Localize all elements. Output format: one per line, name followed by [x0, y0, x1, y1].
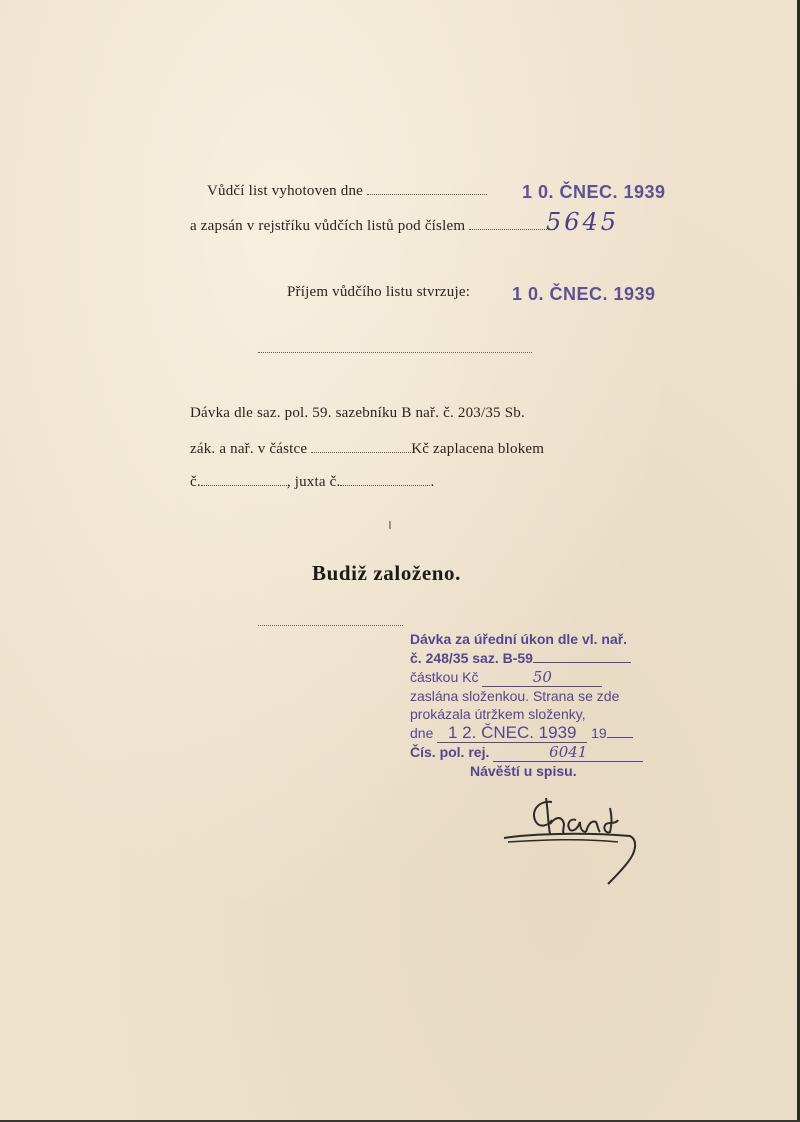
receipt-line — [287, 284, 470, 301]
fee-paid-label: Kč zaplacena blokem — [411, 441, 545, 457]
stamp-box-line-2 — [410, 649, 631, 667]
stamp-box-line-3 — [410, 668, 602, 687]
fee-juxta-dotted-field — [340, 473, 430, 486]
heading-signature-rule — [258, 625, 403, 626]
issued-date-stamp-text: 1 0. ČNEC. 1939 — [522, 182, 666, 202]
receipt-signature-rule — [258, 352, 532, 353]
fee-amount-label: zák. a nař. v částce — [190, 441, 308, 457]
stamp-box-date-label: dne — [410, 725, 434, 741]
stamp-box-line-7 — [410, 743, 643, 762]
receipt-date-stamp — [512, 284, 656, 305]
fee-amount-dotted-field — [311, 440, 411, 453]
fee-line-1: Dávka dle saz. pol. 59. sazebníku B nař. č. 203/35 Sb. — [190, 405, 525, 421]
stamp-box-register-label: Čís. pol. rej. — [410, 744, 490, 760]
paper-speck: ı — [388, 517, 392, 533]
fee-line-3 — [190, 473, 434, 491]
document-heading: Budiž založeno. — [312, 561, 461, 585]
stamp-box-date-suffix-underline — [607, 737, 633, 738]
issued-date-stamp — [522, 182, 666, 203]
stamp-box-line-5: prokázala útržkem složenky, — [410, 706, 586, 722]
fee-block-number-label: č. — [190, 474, 201, 490]
register-number-handwritten: 5645 — [546, 208, 620, 236]
stamp-box-line-2-underline — [533, 662, 631, 663]
issued-date-dotted-field — [367, 182, 487, 195]
issued-date-label: Vůdčí list vyhotoven dne — [207, 183, 364, 199]
fee-line-3-end: . — [430, 474, 435, 490]
fee-block-number-dotted-field — [201, 473, 287, 486]
receipt-label: Příjem vůdčího listu stvrzuje: — [287, 284, 471, 300]
fee-juxta-label: , juxta č. — [286, 474, 341, 490]
fee-line-2 — [190, 440, 544, 458]
stamp-box-line-1: Dávka za úřední úkon dle vl. nař. — [410, 631, 628, 647]
stamp-box-register-value: 6041 — [493, 743, 643, 762]
receipt-date-stamp-text: 1 0. ČNEC. 1939 — [512, 284, 656, 304]
register-number-dotted-field — [469, 217, 555, 230]
stamp-box-amount-value: 50 — [482, 668, 602, 687]
register-number-line — [190, 217, 555, 235]
stamp-box-line-4: zaslána složenkou. Strana se zde — [410, 688, 620, 704]
stamp-box-line-8: Návěští u spisu. — [470, 763, 577, 779]
stamp-box-date-value: 1 2. ČNEC. 1939 — [437, 724, 587, 743]
stamp-box-amount-label: částkou Kč — [410, 669, 479, 685]
register-number-label: a zapsán v rejstříku vůdčích listů pod číslem — [190, 218, 466, 234]
stamp-box-line-2-text: č. 248/35 saz. B-59 — [410, 650, 533, 666]
handwritten-signature — [490, 790, 650, 890]
stamp-box-date-suffix: 19 — [591, 725, 607, 741]
issued-date-line — [207, 182, 487, 200]
stamp-box-line-6 — [410, 724, 633, 743]
